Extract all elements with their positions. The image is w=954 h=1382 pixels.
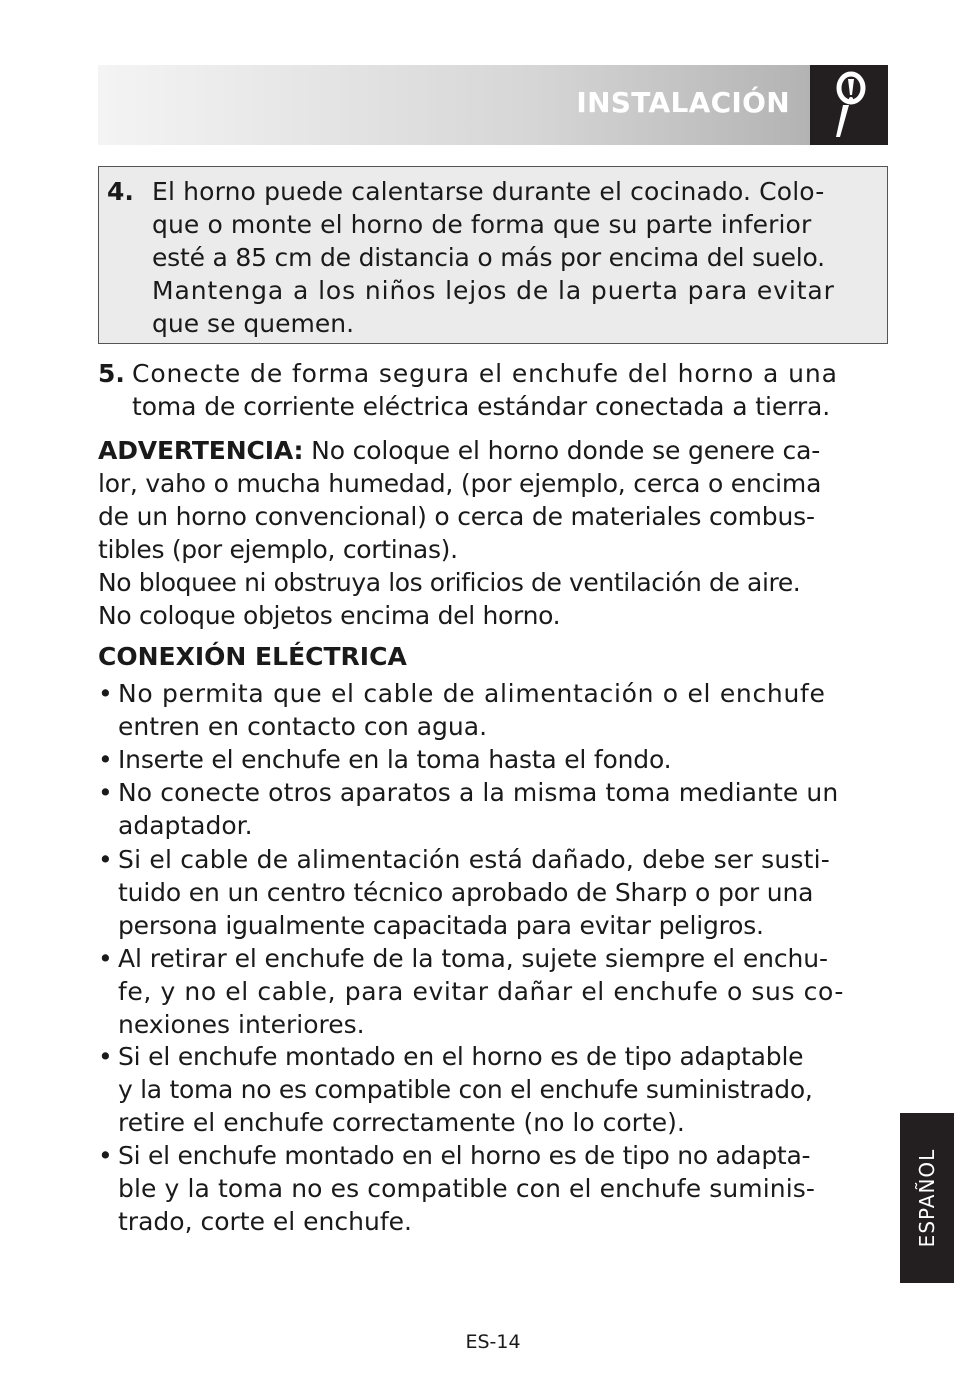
bullet-dot: • (98, 1042, 113, 1071)
warning-line: lor, vaho o mucha humedad, (por ejemplo, cerca o encima (98, 469, 822, 498)
warning-line: de un horno convencional) o cerca de materiales combus- (98, 502, 815, 531)
section-header (98, 65, 888, 145)
item-4-line: El horno puede calentarse durante el cocinado. Colo- (152, 177, 825, 206)
bullet-line: y la toma no es compatible con el enchufe suministrado, (118, 1075, 813, 1104)
bullet-line: Si el cable de alimentación está dañado, debe ser susti- (118, 845, 830, 874)
warning-paragraph (98, 434, 888, 632)
warning-line: No bloquee ni obstruya los orificios de ventilación de aire. (98, 568, 801, 597)
language-tab (900, 1113, 954, 1283)
warning-line: tibles (por ejemplo, cortinas). (98, 535, 458, 564)
bullet-line: Inserte el enchufe en la toma hasta el fondo. (118, 745, 672, 774)
item-5-line: toma de corriente eléctrica estándar conectada a tierra. (132, 392, 831, 421)
item-4-text (152, 175, 880, 340)
item-4-line: Mantenga a los niños lejos de la puerta para evitar (152, 276, 835, 305)
bullet-dot: • (98, 944, 113, 973)
bullet-line: persona igualmente capacitada para evitar peligros. (118, 911, 764, 940)
warning-exclamation-icon (828, 71, 872, 141)
bullet-line: adaptador. (118, 811, 253, 840)
bullet-line: tuido en un centro técnico aprobado de Sharp o por una (118, 878, 814, 907)
item-5-line: Conecte de forma segura el enchufe del horno a una (132, 359, 838, 388)
section-title: INSTALACIÓN (576, 86, 790, 119)
bullet-line: fe, y no el cable, para evitar dañar el enchufe o sus co- (118, 977, 844, 1006)
bullet-dot: • (98, 845, 113, 874)
item-4-line: esté a 85 cm de distancia o más por encima del suelo. (152, 243, 825, 272)
warning-icon-box (810, 65, 888, 145)
electrical-heading: CONEXIÓN ELÉCTRICA (98, 642, 407, 671)
item-5-number: 5. (98, 359, 125, 388)
bullet-line: nexiones interiores. (118, 1010, 365, 1039)
warning-line: No coloque objetos encima del horno. (98, 601, 561, 630)
bullet-line: Si el enchufe montado en el horno es de tipo no adapta- (118, 1141, 811, 1170)
item-4-number: 4. (107, 177, 134, 206)
item-4-line: que o monte el horno de forma que su parte inferior (152, 210, 812, 239)
warning-label: ADVERTENCIA: (98, 436, 304, 465)
bullet-line: Si el enchufe montado en el horno es de tipo adaptable (118, 1042, 804, 1071)
bullet-line: trado, corte el enchufe. (118, 1207, 412, 1236)
bullet-line: Al retirar el enchufe de la toma, sujete siempre el enchu- (118, 944, 828, 973)
bullet-dot: • (98, 745, 113, 774)
bullet-line: No conecte otros aparatos a la misma toma mediante un (118, 778, 839, 807)
warning-line: No coloque el horno donde se genere ca- (303, 436, 821, 465)
bullet-line: ble y la toma no es compatible con el enchufe suminis- (118, 1174, 816, 1203)
bullet-line: entren en contacto con agua. (118, 712, 488, 741)
bullet-dot: • (98, 679, 113, 708)
item-5-text (132, 357, 888, 423)
bullet-line: retire el enchufe correctamente (no lo corte). (118, 1108, 685, 1137)
bullet-dot: • (98, 778, 113, 807)
item-4-line: que se quemen. (152, 309, 355, 338)
bullet-dot: • (98, 1141, 113, 1170)
language-label: ESPAÑOL (915, 1148, 939, 1248)
bullet-line: No permita que el cable de alimentación o el enchufe (118, 679, 826, 708)
page-number: ES-14 (465, 1331, 521, 1353)
